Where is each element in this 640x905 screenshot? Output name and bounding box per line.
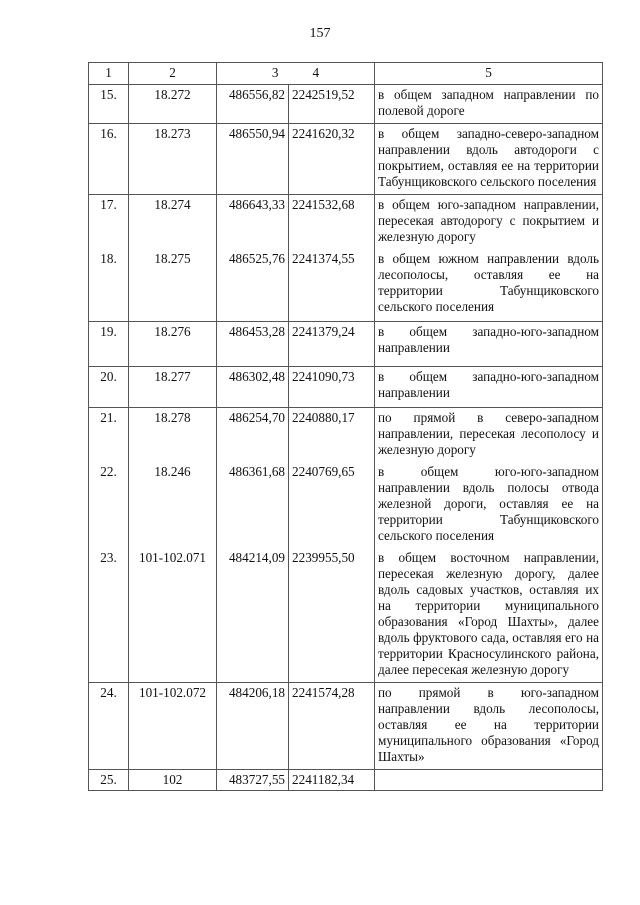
coordinate-x: 484206,18 (217, 683, 289, 770)
point-id: 18.276 (129, 322, 217, 367)
coordinate-y: 2241532,68 (289, 195, 375, 250)
table-row (89, 548, 603, 683)
coordinate-x: 486361,68 (217, 462, 289, 548)
coordinate-x: 486556,82 (217, 85, 289, 124)
coordinate-y: 2241182,34 (289, 770, 375, 791)
coordinate-y: 2240769,65 (289, 462, 375, 548)
point-id: 102 (129, 770, 217, 791)
table-row (89, 770, 603, 791)
coordinate-x: 486302,48 (217, 367, 289, 408)
row-number: 15. (89, 85, 129, 124)
point-id: 101-102.072 (129, 683, 217, 770)
table-row (89, 367, 603, 408)
coordinate-y: 2240880,17 (289, 408, 375, 463)
column-header: 1 (89, 63, 129, 85)
row-number: 23. (89, 548, 129, 683)
point-id: 18.274 (129, 195, 217, 250)
row-number: 19. (89, 322, 129, 367)
point-id: 18.275 (129, 249, 217, 322)
table-row (89, 85, 603, 124)
row-number: 24. (89, 683, 129, 770)
row-number: 16. (89, 124, 129, 195)
table-row (89, 124, 603, 195)
table-row (89, 462, 603, 548)
coordinate-y: 2241379,24 (289, 322, 375, 367)
coordinate-x: 486254,70 (217, 408, 289, 463)
boundary-description: в общем юго-юго-западном направлении вдоль полосы отвода железной дороги, оставляя ее на территории Табунщиковского сельского поселения (375, 462, 603, 548)
coordinate-x: 486550,94 (217, 124, 289, 195)
coordinate-y: 2242519,52 (289, 85, 375, 124)
table-row (89, 683, 603, 770)
coordinate-y: 2241374,55 (289, 249, 375, 322)
coordinate-x: 484214,09 (217, 548, 289, 683)
column-header: 5 (375, 63, 603, 85)
boundary-description: по прямой в северо-западном направлении, пересекая лесополосу и железную дорогу (375, 408, 603, 463)
boundary-description: по прямой в юго-западном направлении вдоль лесополосы, оставляя ее на территории муниципального образования «Город Шахты» (375, 683, 603, 770)
coordinate-y: 2241620,32 (289, 124, 375, 195)
row-number: 25. (89, 770, 129, 791)
boundary-table (88, 62, 603, 791)
coordinate-x: 486525,76 (217, 249, 289, 322)
boundary-description: в общем южном направлении вдоль лесополосы, оставляя ее на территории Табунщиковского сельского поселения (375, 249, 603, 322)
table-row (89, 322, 603, 367)
point-id: 18.272 (129, 85, 217, 124)
table-row (89, 249, 603, 322)
header-row (89, 63, 603, 85)
row-number: 17. (89, 195, 129, 250)
coordinate-y: 2241090,73 (289, 367, 375, 408)
column-header: 2 (129, 63, 217, 85)
row-number: 20. (89, 367, 129, 408)
row-number: 22. (89, 462, 129, 548)
row-number: 18. (89, 249, 129, 322)
coordinate-x: 486643,33 (217, 195, 289, 250)
table-row (89, 408, 603, 463)
boundary-description (375, 770, 603, 791)
boundary-description: в общем восточном направлении, пересекая железную дорогу, далее вдоль садовых участков, оставляя их на территории муниципального образования «Город Шахты», далее вдоль фруктового сада, оставляя его на территории Красносулинского района, далее пересекая железную дорогу (375, 548, 603, 683)
column-header: 3 (217, 63, 289, 85)
point-id: 18.273 (129, 124, 217, 195)
point-id: 18.246 (129, 462, 217, 548)
boundary-description: в общем западном направлении по полевой дороге (375, 85, 603, 124)
column-header: 4 (289, 63, 375, 85)
table-row (89, 195, 603, 250)
point-id: 18.277 (129, 367, 217, 408)
coordinate-y: 2239955,50 (289, 548, 375, 683)
coordinate-y: 2241574,28 (289, 683, 375, 770)
boundary-description: в общем западно-юго-западном направлении (375, 367, 603, 408)
point-id: 18.278 (129, 408, 217, 463)
boundary-description: в общем западно-юго-западном направлении (375, 322, 603, 367)
boundary-description: в общем юго-западном направлении, пересекая автодорогу с покрытием и железную дорогу (375, 195, 603, 250)
coordinate-x: 486453,28 (217, 322, 289, 367)
point-id: 101-102.071 (129, 548, 217, 683)
page-number: 157 (309, 26, 331, 41)
boundary-description: в общем западно-северо-западном направлении вдоль автодороги с покрытием, оставляя ее на территории Табунщиковского сельского поселения (375, 124, 603, 195)
coordinate-x: 483727,55 (217, 770, 289, 791)
row-number: 21. (89, 408, 129, 463)
